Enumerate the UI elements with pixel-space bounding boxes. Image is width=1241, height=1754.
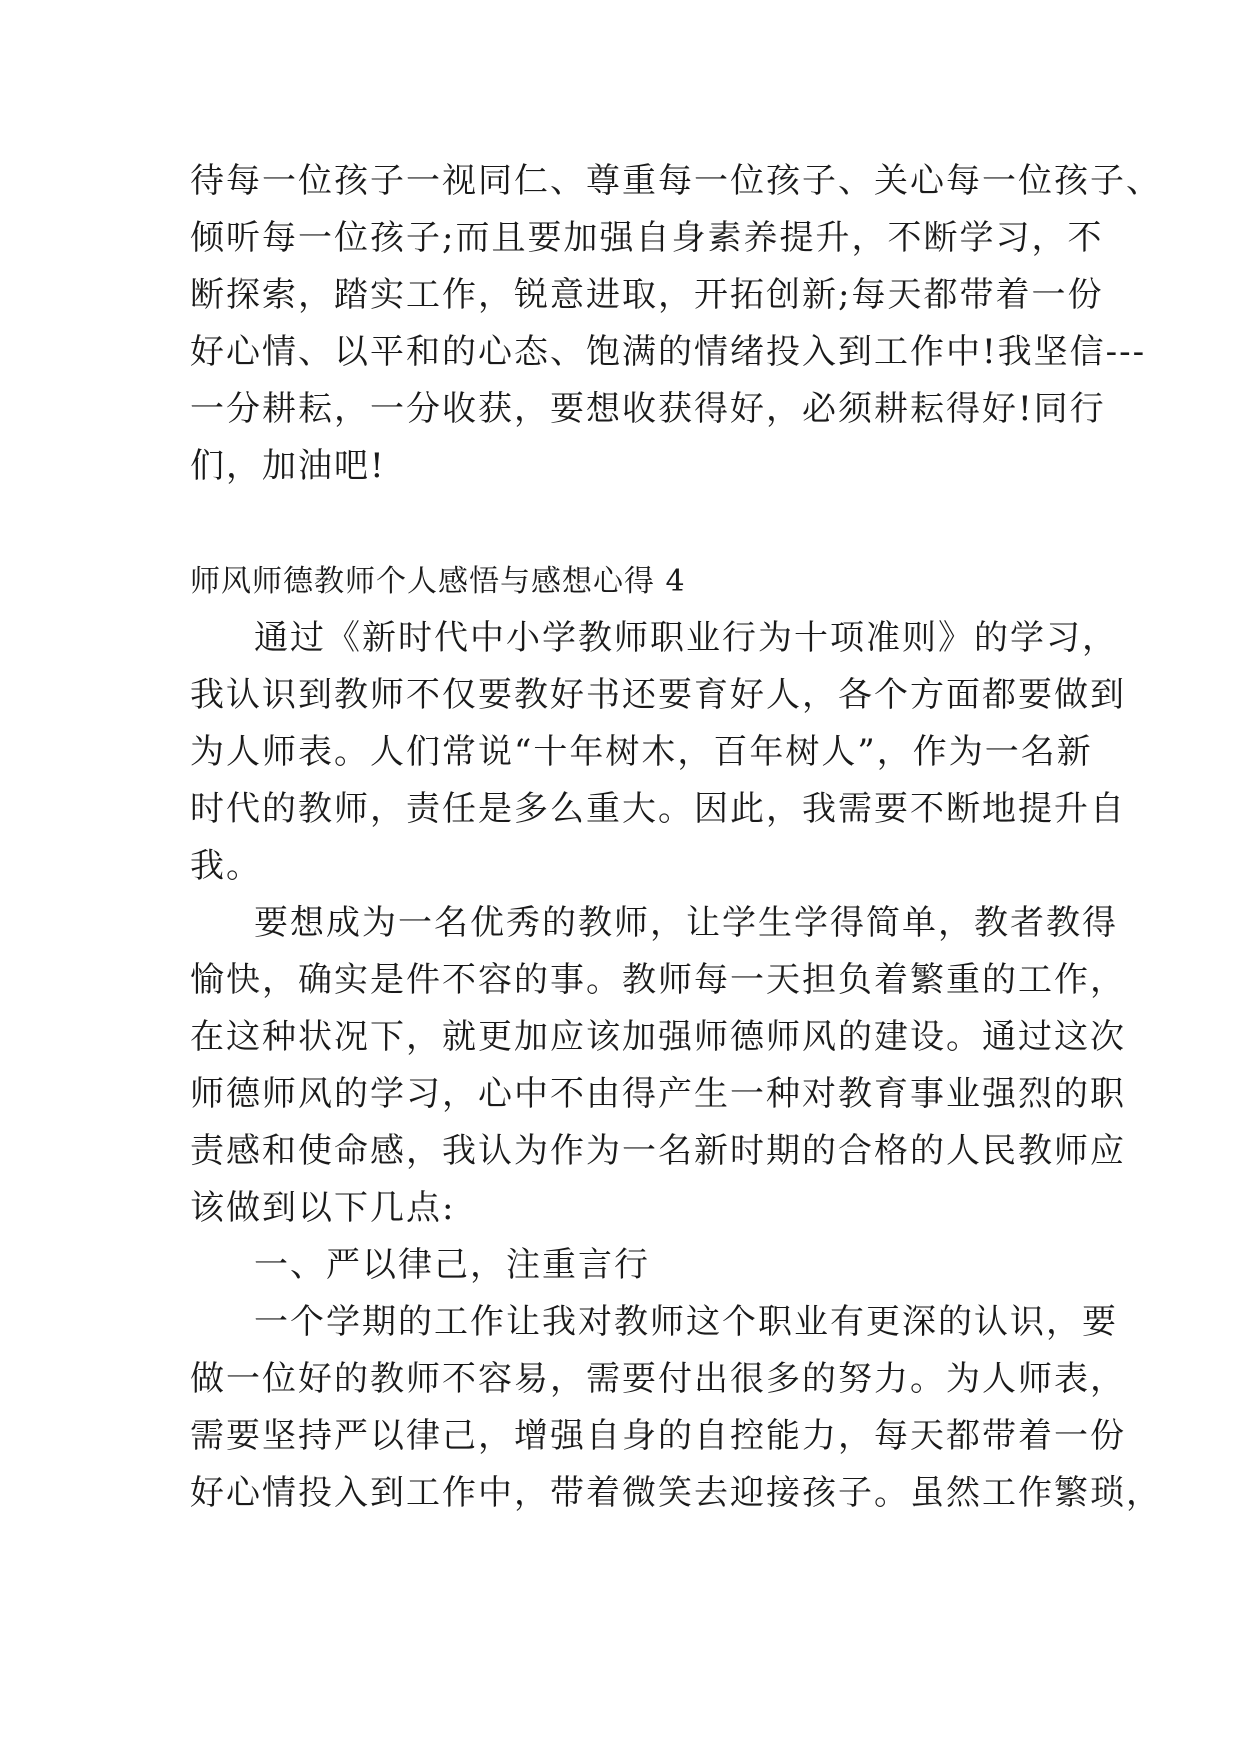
text-line: 们，加油吧!: [190, 446, 386, 486]
text-line: 责感和使命感，我认为作为一名新时期的合格的人民教师应: [190, 1131, 1126, 1171]
text-line: 一分耕耘，一分收获，要想收获得好，必须耕耘得好!同行: [190, 389, 1106, 429]
text-line: 为人师表。人们常说“十年树木，百年树人”，作为一名新: [190, 732, 1093, 772]
point-1-title: 一、严以律己，注重言行: [254, 1245, 650, 1285]
text-line: 断探索，踏实工作，锐意进取，开拓创新;每天都带着一份: [190, 275, 1104, 315]
text-line: 通过《新时代中小学教师职业行为十项准则》的学习，: [254, 618, 1118, 658]
continued-paragraph: [190, 153, 1162, 495]
text-line: 要想成为一名优秀的教师，让学生学得简单，教者教得: [254, 903, 1118, 943]
text-line: 我。: [190, 846, 262, 886]
text-line: 做一位好的教师不容易，需要付出很多的努力。为人师表，: [190, 1359, 1126, 1399]
text-line: 一个学期的工作让我对教师这个职业有更深的认识，要: [254, 1302, 1118, 1342]
text-line: 需要坚持严以律己，增强自身的自控能力，每天都带着一份: [190, 1416, 1126, 1456]
text-line: 我认识到教师不仅要教好书还要育好人，各个方面都要做到: [190, 675, 1126, 715]
text-line: 师德师风的学习，心中不由得产生一种对教育事业强烈的职: [190, 1074, 1126, 1114]
text-line: 在这种状况下，就更加应该加强师德师风的建设。通过这次: [190, 1017, 1126, 1057]
text-line: 该做到以下几点:: [190, 1188, 456, 1228]
text-line: 好心情、以平和的心态、饱满的情绪投入到工作中!我坚信---: [190, 332, 1147, 372]
paragraph-3: [190, 1294, 1162, 1522]
section-heading: 师风师德教师个人感悟与感想心得 4: [190, 564, 686, 599]
text-line: 待每一位孩子一视同仁、尊重每一位孩子、关心每一位孩子、: [190, 161, 1162, 201]
text-line: 愉快，确实是件不容的事。教师每一天担负着繁重的工作，: [190, 960, 1126, 1000]
paragraph-2: [190, 895, 1126, 1237]
text-line: 好心情投入到工作中，带着微笑去迎接孩子。虽然工作繁琐，: [190, 1473, 1162, 1513]
paragraph-1: [190, 610, 1126, 895]
document-body: [190, 153, 1162, 1522]
text-line: 时代的教师，责任是多么重大。因此，我需要不断地提升自: [190, 789, 1126, 829]
text-line: 倾听每一位孩子;而且要加强自身素养提升，不断学习，不: [190, 218, 1104, 258]
